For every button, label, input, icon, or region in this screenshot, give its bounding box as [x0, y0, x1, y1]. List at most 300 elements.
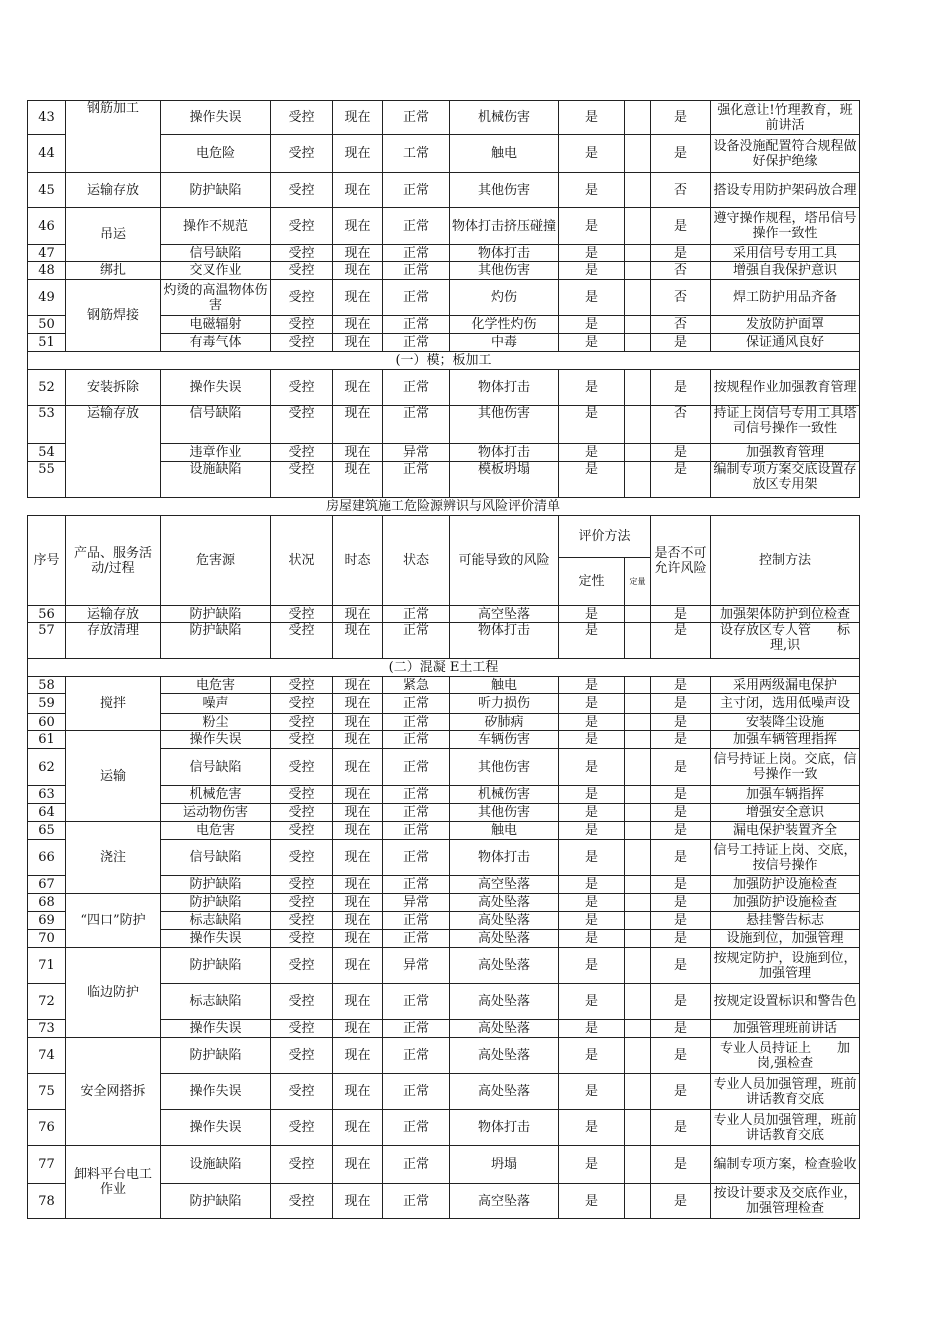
unacceptable-cell: 是 [651, 694, 711, 714]
quantitative-cell [625, 912, 651, 930]
status-cell: 受控 [271, 1184, 333, 1219]
tense-cell: 现在 [333, 135, 383, 173]
activity-cell: 存放清理 [66, 623, 161, 659]
hazard-cell: 信号缺陷 [161, 749, 271, 786]
tense-cell: 现在 [333, 370, 383, 406]
hazard-cell: 机械危害 [161, 786, 271, 804]
state-cell: 正常 [383, 822, 450, 840]
qualitative-cell: 是 [559, 262, 625, 280]
status-cell: 受控 [271, 462, 333, 498]
quantitative-cell [625, 208, 651, 245]
qualitative-cell: 是 [559, 876, 625, 894]
control-cell: 漏电保护装置齐全 [711, 822, 860, 840]
hazard-cell: 操作失误 [161, 1074, 271, 1110]
quantitative-cell [625, 714, 651, 731]
state-cell: 正常 [383, 280, 450, 316]
quantitative-cell [625, 444, 651, 462]
qualitative-cell: 是 [559, 245, 625, 262]
tense-cell: 现在 [333, 1074, 383, 1110]
row-number: 47 [28, 245, 66, 262]
header-tense: 时态 [333, 516, 383, 606]
risk-cell: 高处坠落 [450, 984, 559, 1020]
quantitative-cell [625, 101, 651, 135]
hazard-cell: 信号缺陷 [161, 840, 271, 876]
state-cell: 正常 [383, 1038, 450, 1074]
risk-cell: 高空坠落 [450, 1184, 559, 1219]
quantitative-cell [625, 894, 651, 912]
risk-cell: 物体打击挤压碰撞 [450, 208, 559, 245]
tense-cell: 现在 [333, 894, 383, 912]
status-cell: 受控 [271, 245, 333, 262]
risk-cell: 其他伤害 [450, 804, 559, 822]
qualitative-cell: 是 [559, 731, 625, 749]
hazard-cell: 防护缺陷 [161, 1184, 271, 1219]
status-cell: 受控 [271, 316, 333, 334]
tense-cell: 现在 [333, 316, 383, 334]
state-cell: 正常 [383, 606, 450, 623]
control-cell: 采用信号专用工具 [711, 245, 860, 262]
qualitative-cell: 是 [559, 135, 625, 173]
tense-cell: 现在 [333, 208, 383, 245]
unacceptable-cell: 是 [651, 462, 711, 498]
control-cell: 按设计要求及交底作业，加强管理检查 [711, 1184, 860, 1219]
activity-cell: 钢筋加工 [66, 101, 161, 173]
qualitative-cell: 是 [559, 208, 625, 245]
activity-cell: 吊运 [66, 208, 161, 262]
row-number: 75 [28, 1074, 66, 1110]
control-cell: 强化意让!竹理教育，班前讲活 [711, 101, 860, 135]
risk-cell: 化学性灼伤 [450, 316, 559, 334]
state-cell: 正常 [383, 984, 450, 1020]
table-row [28, 101, 860, 135]
header-activity: 产品、服务活动/过程 [66, 516, 161, 606]
hazard-cell: 电危害 [161, 677, 271, 694]
control-cell: 加强车辆管理指挥 [711, 731, 860, 749]
row-number: 55 [28, 462, 66, 498]
tense-cell: 现在 [333, 623, 383, 659]
activity-cell: 安装拆除 [66, 370, 161, 406]
quantitative-cell [625, 316, 651, 334]
hazard-cell: 电危害 [161, 822, 271, 840]
unacceptable-cell: 是 [651, 1110, 711, 1146]
header-state: 状态 [383, 516, 450, 606]
status-cell: 受控 [271, 1146, 333, 1184]
qualitative-cell: 是 [559, 1074, 625, 1110]
hazard-cell: 操作失误 [161, 1020, 271, 1038]
qualitative-cell: 是 [559, 606, 625, 623]
risk-cell: 高处坠落 [450, 1038, 559, 1074]
unacceptable-cell: 是 [651, 370, 711, 406]
state-cell: 正常 [383, 1074, 450, 1110]
qualitative-cell: 是 [559, 822, 625, 840]
state-cell: 正常 [383, 749, 450, 786]
control-cell: 加强教育管理 [711, 444, 860, 462]
risk-cell: 物体打击 [450, 444, 559, 462]
tense-cell: 现在 [333, 101, 383, 135]
risk-cell: 高处坠落 [450, 894, 559, 912]
status-cell: 受控 [271, 984, 333, 1020]
hazard-cell: 有毒气体 [161, 334, 271, 352]
risk-cell: 其他伤害 [450, 173, 559, 208]
control-cell: 搭设专用防护架码放合理 [711, 173, 860, 208]
qualitative-cell: 是 [559, 894, 625, 912]
state-cell: 正常 [383, 406, 450, 444]
risk-cell: 物体打击 [450, 840, 559, 876]
risk-cell: 触电 [450, 135, 559, 173]
state-cell: 工常 [383, 135, 450, 173]
row-number: 58 [28, 677, 66, 694]
tense-cell: 现在 [333, 714, 383, 731]
state-cell: 紧急 [383, 677, 450, 694]
status-cell: 受控 [271, 623, 333, 659]
quantitative-cell [625, 1020, 651, 1038]
qualitative-cell: 是 [559, 840, 625, 876]
tense-cell: 现在 [333, 606, 383, 623]
row-number: 53 [28, 406, 66, 444]
quantitative-cell [625, 406, 651, 444]
control-cell: 设存放区专人管 标理,识 [711, 623, 860, 659]
row-number: 44 [28, 135, 66, 173]
qualitative-cell: 是 [559, 316, 625, 334]
unacceptable-cell: 是 [651, 334, 711, 352]
hazard-cell: 操作失误 [161, 930, 271, 948]
qualitative-cell: 是 [559, 912, 625, 930]
status-cell: 受控 [271, 694, 333, 714]
table-row [28, 677, 860, 694]
hazard-cell: 操作失误 [161, 101, 271, 135]
risk-cell: 高空坠落 [450, 606, 559, 623]
tense-cell: 现在 [333, 406, 383, 444]
quantitative-cell [625, 694, 651, 714]
control-cell: 按规定防护，设施到位，加强管理 [711, 948, 860, 984]
unacceptable-cell: 是 [651, 876, 711, 894]
control-cell: 加强管理班前讲话 [711, 1020, 860, 1038]
section-row [28, 659, 860, 677]
hazard-cell: 电危险 [161, 135, 271, 173]
tense-cell: 现在 [333, 822, 383, 840]
hazard-cell: 标志缺陷 [161, 912, 271, 930]
status-cell: 受控 [271, 262, 333, 280]
activity-cell: 运输存放 [66, 606, 161, 623]
status-cell: 受控 [271, 749, 333, 786]
tense-cell: 现在 [333, 677, 383, 694]
table-row [28, 894, 860, 912]
hazard-cell: 操作失误 [161, 731, 271, 749]
control-cell: 专业人员加强管理，班前讲话教育交底 [711, 1110, 860, 1146]
risk-cell: 触电 [450, 822, 559, 840]
row-number: 61 [28, 731, 66, 749]
hazard-cell: 防护缺陷 [161, 623, 271, 659]
status-cell: 受控 [271, 948, 333, 984]
status-cell: 受控 [271, 606, 333, 623]
row-number: 54 [28, 444, 66, 462]
table-row [28, 208, 860, 245]
status-cell: 受控 [271, 876, 333, 894]
status-cell: 受控 [271, 912, 333, 930]
quantitative-cell [625, 623, 651, 659]
table-row [28, 173, 860, 208]
table-row [28, 370, 860, 406]
unacceptable-cell: 否 [651, 173, 711, 208]
control-cell: 加强车辆指挥 [711, 786, 860, 804]
tense-cell: 现在 [333, 731, 383, 749]
qualitative-cell: 是 [559, 786, 625, 804]
status-cell: 受控 [271, 894, 333, 912]
qualitative-cell: 是 [559, 444, 625, 462]
state-cell: 正常 [383, 334, 450, 352]
row-number: 62 [28, 749, 66, 786]
activity-cell: 安全网搭拆 [66, 1038, 161, 1146]
status-cell: 受控 [271, 135, 333, 173]
quantitative-cell [625, 822, 651, 840]
unacceptable-cell: 是 [651, 804, 711, 822]
activity-cell: 卸料平台电工作业 [66, 1146, 161, 1219]
control-cell: 信号工持证上岗、交底，按信号操作 [711, 840, 860, 876]
header-control: 控制方法 [711, 516, 860, 606]
hazard-cell: 防护缺陷 [161, 876, 271, 894]
section-heading: (一）模；板加工 [28, 352, 860, 370]
tense-cell: 现在 [333, 1110, 383, 1146]
control-cell: 持证上岗信号专用工具塔司信号操作一致性 [711, 406, 860, 444]
row-number: 77 [28, 1146, 66, 1184]
status-cell: 受控 [271, 840, 333, 876]
risk-cell: 高空坠落 [450, 876, 559, 894]
quantitative-cell [625, 1074, 651, 1110]
quantitative-cell [625, 804, 651, 822]
quantitative-cell [625, 334, 651, 352]
unacceptable-cell: 是 [651, 444, 711, 462]
hazard-cell: 噪声 [161, 694, 271, 714]
risk-cell: 灼伤 [450, 280, 559, 316]
quantitative-cell [625, 280, 651, 316]
document-title: 房屋建筑施工危险源辨识与风险评价清单 [325, 499, 560, 514]
header-number: 序号 [28, 516, 66, 606]
qualitative-cell: 是 [559, 101, 625, 135]
qualitative-cell: 是 [559, 370, 625, 406]
hazard-cell: 运动物伤害 [161, 804, 271, 822]
unacceptable-cell: 否 [651, 280, 711, 316]
risk-table-part2 [27, 515, 860, 1219]
control-cell: 采用两级漏电保护 [711, 677, 860, 694]
quantitative-cell [625, 1146, 651, 1184]
table-row [28, 262, 860, 280]
unacceptable-cell: 是 [651, 731, 711, 749]
row-number: 60 [28, 714, 66, 731]
unacceptable-cell: 是 [651, 135, 711, 173]
state-cell: 正常 [383, 912, 450, 930]
qualitative-cell: 是 [559, 677, 625, 694]
tense-cell: 现在 [333, 280, 383, 316]
status-cell: 受控 [271, 822, 333, 840]
status-cell: 受控 [271, 370, 333, 406]
quantitative-cell [625, 677, 651, 694]
tense-cell: 现在 [333, 804, 383, 822]
row-number: 51 [28, 334, 66, 352]
state-cell: 正常 [383, 1110, 450, 1146]
row-number: 64 [28, 804, 66, 822]
risk-cell: 中毒 [450, 334, 559, 352]
tense-cell: 现在 [333, 930, 383, 948]
unacceptable-cell: 是 [651, 894, 711, 912]
state-cell: 正常 [383, 731, 450, 749]
control-cell: 按规程作业加强教育管理 [711, 370, 860, 406]
header-qualitative: 定性 [559, 558, 625, 606]
row-number: 48 [28, 262, 66, 280]
tense-cell: 现在 [333, 876, 383, 894]
control-cell: 设备没施配置符合规程做好保护绝缘 [711, 135, 860, 173]
row-number: 66 [28, 840, 66, 876]
control-cell: 加强架体防护到位检查 [711, 606, 860, 623]
tense-cell: 现在 [333, 1184, 383, 1219]
hazard-cell: 信号缺陷 [161, 406, 271, 444]
control-cell: 发放防护面罩 [711, 316, 860, 334]
row-number: 50 [28, 316, 66, 334]
hazard-cell: 操作失误 [161, 370, 271, 406]
control-cell: 编制专项方案，检查验收 [711, 1146, 860, 1184]
status-cell: 受控 [271, 1038, 333, 1074]
control-cell: 保证通风良好 [711, 334, 860, 352]
row-number: 45 [28, 173, 66, 208]
risk-cell: 其他伤害 [450, 262, 559, 280]
hazard-cell: 防护缺陷 [161, 173, 271, 208]
tense-cell: 现在 [333, 245, 383, 262]
unacceptable-cell: 是 [651, 714, 711, 731]
table-row [28, 623, 860, 659]
state-cell: 异常 [383, 948, 450, 984]
state-cell: 正常 [383, 370, 450, 406]
tense-cell: 现在 [333, 749, 383, 786]
tense-cell: 现在 [333, 462, 383, 498]
state-cell: 正常 [383, 1184, 450, 1219]
header-unacceptable: 是否不可允许风险 [651, 516, 711, 606]
quantitative-cell [625, 173, 651, 208]
status-cell: 受控 [271, 804, 333, 822]
hazard-cell: 标志缺陷 [161, 984, 271, 1020]
row-number: 72 [28, 984, 66, 1020]
state-cell: 正常 [383, 623, 450, 659]
activity-cell: 浇注 [66, 822, 161, 894]
risk-cell: 物体打击 [450, 623, 559, 659]
tense-cell: 现在 [333, 173, 383, 208]
row-number: 46 [28, 208, 66, 245]
unacceptable-cell: 否 [651, 406, 711, 444]
tense-cell: 现在 [333, 840, 383, 876]
state-cell: 正常 [383, 714, 450, 731]
unacceptable-cell: 是 [651, 1020, 711, 1038]
risk-cell: 车辆伤害 [450, 731, 559, 749]
state-cell: 正常 [383, 1146, 450, 1184]
hazard-cell: 灼烫的高温物体伤害 [161, 280, 271, 316]
activity-cell: 运输存放 [66, 173, 161, 208]
activity-cell: 运输存放 [66, 406, 161, 498]
state-cell: 正常 [383, 694, 450, 714]
unacceptable-cell: 是 [651, 749, 711, 786]
status-cell: 受控 [271, 677, 333, 694]
risk-cell: 高处坠落 [450, 912, 559, 930]
header-method: 评价方法 [559, 516, 651, 558]
quantitative-cell [625, 245, 651, 262]
control-cell: 主寸闭，选用低噪声设 [711, 694, 860, 714]
tense-cell: 现在 [333, 1146, 383, 1184]
row-number: 52 [28, 370, 66, 406]
control-cell: 设施到位，加强管理 [711, 930, 860, 948]
status-cell: 受控 [271, 334, 333, 352]
risk-cell: 模板坍塌 [450, 462, 559, 498]
quantitative-cell [625, 370, 651, 406]
risk-cell: 矽肺病 [450, 714, 559, 731]
header-quantitative: 定量 [625, 558, 651, 606]
control-cell: 按规定设置标识和警告色 [711, 984, 860, 1020]
control-cell: 加强防护设施检查 [711, 876, 860, 894]
risk-cell: 高处坠落 [450, 1020, 559, 1038]
quantitative-cell [625, 135, 651, 173]
table-row [28, 731, 860, 749]
qualitative-cell: 是 [559, 462, 625, 498]
row-number: 70 [28, 930, 66, 948]
row-number: 74 [28, 1038, 66, 1074]
status-cell: 受控 [271, 714, 333, 731]
row-number: 68 [28, 894, 66, 912]
unacceptable-cell: 是 [651, 101, 711, 135]
control-cell: 加强防护设施检查 [711, 894, 860, 912]
unacceptable-cell: 是 [651, 606, 711, 623]
qualitative-cell: 是 [559, 173, 625, 208]
control-cell: 专业人员加强管理，班前讲话教育交底 [711, 1074, 860, 1110]
state-cell: 正常 [383, 316, 450, 334]
qualitative-cell: 是 [559, 749, 625, 786]
state-cell: 正常 [383, 876, 450, 894]
unacceptable-cell: 是 [651, 245, 711, 262]
qualitative-cell: 是 [559, 984, 625, 1020]
header-hazard: 危害源 [161, 516, 271, 606]
row-number: 65 [28, 822, 66, 840]
control-cell: 信号持证上岗。交底，信号操作一致 [711, 749, 860, 786]
row-number: 49 [28, 280, 66, 316]
qualitative-cell: 是 [559, 804, 625, 822]
row-number: 73 [28, 1020, 66, 1038]
qualitative-cell: 是 [559, 1184, 625, 1219]
quantitative-cell [625, 984, 651, 1020]
unacceptable-cell: 是 [651, 208, 711, 245]
hazard-cell: 违章作业 [161, 444, 271, 462]
state-cell: 正常 [383, 462, 450, 498]
qualitative-cell: 是 [559, 1146, 625, 1184]
quantitative-cell [625, 731, 651, 749]
state-cell: 正常 [383, 208, 450, 245]
quantitative-cell [625, 749, 651, 786]
control-cell: 增强自我保护意识 [711, 262, 860, 280]
status-cell: 受控 [271, 101, 333, 135]
unacceptable-cell: 是 [651, 984, 711, 1020]
tense-cell: 现在 [333, 1020, 383, 1038]
risk-cell: 机械伤害 [450, 101, 559, 135]
quantitative-cell [625, 930, 651, 948]
row-number: 56 [28, 606, 66, 623]
hazard-cell: 信号缺陷 [161, 245, 271, 262]
quantitative-cell [625, 462, 651, 498]
unacceptable-cell: 是 [651, 1074, 711, 1110]
hazard-cell: 操作不规范 [161, 208, 271, 245]
header-status: 状况 [271, 516, 333, 606]
unacceptable-cell: 是 [651, 822, 711, 840]
status-cell: 受控 [271, 1110, 333, 1146]
quantitative-cell [625, 1184, 651, 1219]
unacceptable-cell: 是 [651, 1146, 711, 1184]
status-cell: 受控 [271, 1020, 333, 1038]
activity-cell: 搅拌 [66, 677, 161, 731]
unacceptable-cell: 是 [651, 840, 711, 876]
unacceptable-cell: 是 [651, 1184, 711, 1219]
